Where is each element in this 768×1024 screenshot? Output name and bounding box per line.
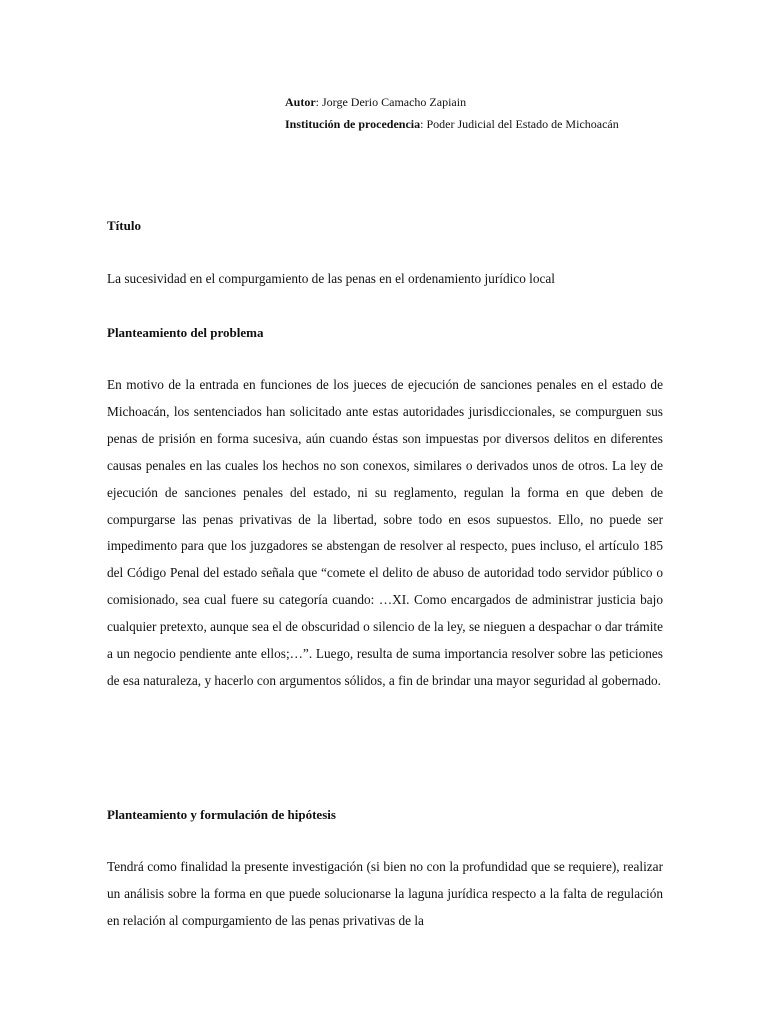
author-label: Autor bbox=[285, 95, 316, 109]
author-line: Autor: Jorge Derio Camacho Zapiain bbox=[285, 95, 467, 109]
document-metadata bbox=[285, 91, 619, 135]
title-heading: Título bbox=[107, 218, 141, 233]
author-name: Jorge Derio Camacho Zapiain bbox=[322, 95, 467, 109]
hypothesis-paragraph: Tendrá como finalidad la presente investigación (si bien no con la profundidad que se requiere), realizar un análisis sobre la forma en que puede solucionarse la laguna jurídica respecto a la falta de regulación en relación al compurgamiento de las penas privativas de la bbox=[107, 859, 663, 928]
institution-line: Institución de procedencia: Poder Judicial del Estado de Michoacán bbox=[285, 117, 619, 131]
problem-heading: Planteamiento del problema bbox=[107, 325, 264, 340]
problem-paragraph: En motivo de la entrada en funciones de los jueces de ejecución de sanciones penales en el estado de Michoacán, los sentenciados han solicitado ante estas autoridades jurisdiccionales, se compurguen sus penas de prisión en forma sucesiva, aún cuando éstas son impuestas por diversos delitos en diferentes causas penales en las cuales los hechos no son conexos, similares o derivados unos de otros. La ley de ejecución de sanciones penales del estado, ni su reglamento, regulan la forma en que deben de compurgarse las penas privativas de la libertad, sobre todo en esos supuestos. Ello, no puede ser impedimento para que los juzgadores se abstengan de resolver al respecto, pues incluso, el artículo 185 del Código Penal del estado señala que “comete el delito de abuso de autoridad todo servidor público o comisionado, sea cual fuere su categoría cuando: …XI. Como encargados de administrar justicia bajo cualquier pretexto, aunque sea el de obscuridad o silencio de la ley, se nieguen a despachar o dar trámite a un negocio pendiente ante ellos;…”. Luego, resulta de suma importancia resolver sobre las peticiones de esa naturaleza, y hacerlo con argumentos sólidos, a fin de brindar una mayor seguridad al gobernado. bbox=[107, 377, 663, 688]
institution-name: Poder Judicial del Estado de Michoacán bbox=[426, 117, 619, 131]
document-title-text: La sucesividad en el compurgamiento de las penas en el ordenamiento jurídico local bbox=[107, 271, 556, 286]
institution-label: Institución de procedencia bbox=[285, 117, 421, 131]
hypothesis-heading: Planteamiento y formulación de hipótesis bbox=[107, 807, 336, 822]
